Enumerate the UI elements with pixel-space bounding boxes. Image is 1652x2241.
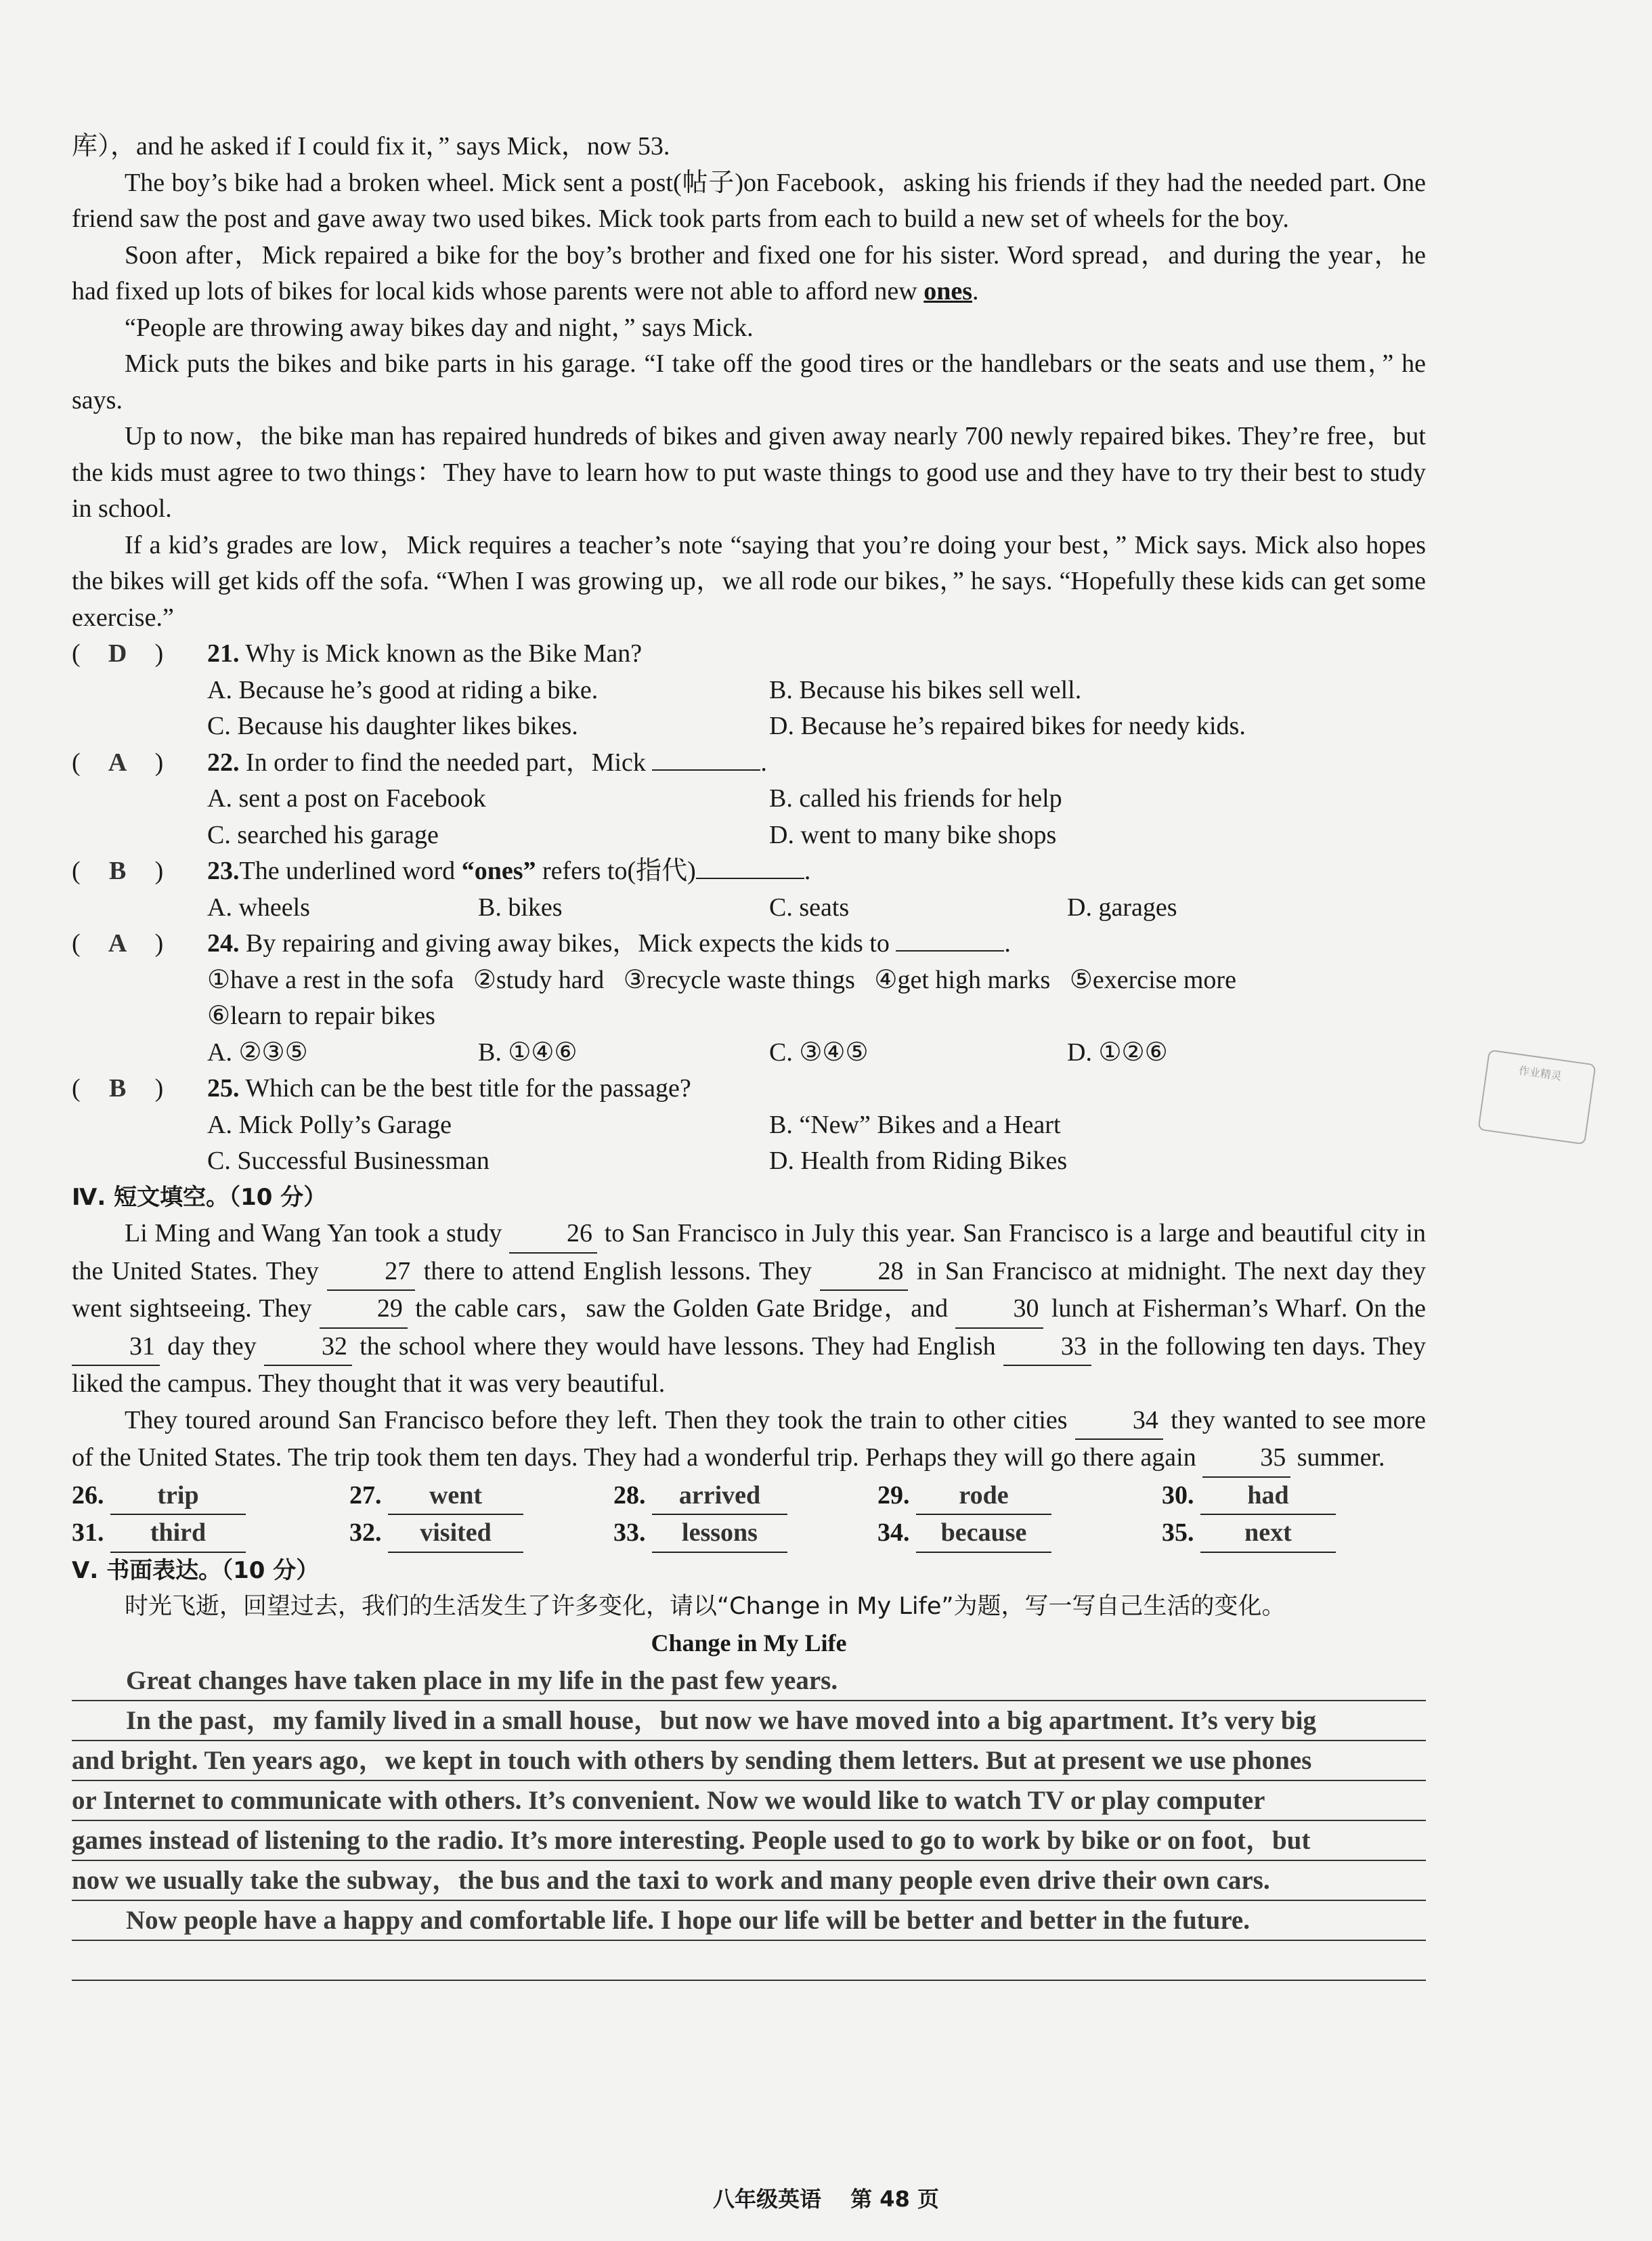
essay-line: or Internet to communicate with others. It’s convenient. Now we would like to watch TV or play computer bbox=[72, 1781, 1426, 1821]
option: A. Mick Polly’s Garage bbox=[207, 1110, 452, 1139]
question-22: ( A ) 22. In order to find the needed part，Mick . bbox=[72, 745, 1426, 782]
page-footer: 八年级英语 第 48 页 bbox=[713, 2186, 939, 2212]
answer-mark: B bbox=[108, 1074, 127, 1103]
essay-empty-line bbox=[72, 1941, 1426, 1981]
cloze-answer: 35. next bbox=[1162, 1515, 1433, 1553]
essay-title: Change in My Life bbox=[651, 1629, 847, 1657]
passage-paragraph: The boy’s bike had a broken wheel. Mick sent a post(帖子)on Facebook，asking his friends if they had the needed part. One friend saw the post and gave away two used bikes. Mick took parts from each to build a new set of wheels for the boy. bbox=[72, 168, 1426, 233]
watermark-stamp: 作业精灵 bbox=[1477, 1049, 1596, 1145]
option: C. ③④⑤ bbox=[769, 1038, 869, 1067]
option: C. seats bbox=[769, 893, 850, 922]
answer-mark: A bbox=[108, 748, 127, 777]
passage-paragraph: Mick puts the bikes and bike parts in his garage. “I take off the good tires or the handlebars or the seats and use them，” he says. bbox=[72, 349, 1426, 414]
passage-paragraph: 库），and he asked if I could fix it，” says Mick，now 53. bbox=[72, 132, 670, 161]
option: A. ②③⑤ bbox=[207, 1038, 308, 1067]
option: B. “New” Bikes and a Heart bbox=[769, 1110, 1061, 1139]
options-25 bbox=[72, 1107, 1426, 1180]
section-heading: Ⅴ. 书面表达。（10 分） bbox=[72, 1556, 320, 1584]
answer-mark: A bbox=[108, 929, 127, 958]
underlined-word: ones bbox=[923, 277, 973, 305]
essay bbox=[72, 1661, 1426, 1981]
option: D. Health from Riding Bikes bbox=[769, 1147, 1068, 1175]
option: B. bikes bbox=[478, 893, 563, 922]
essay-line: and bright. Ten years ago，we kept in touch with others by sending them letters. But at present we use phones bbox=[72, 1741, 1426, 1781]
blank bbox=[652, 769, 760, 771]
blank bbox=[896, 950, 1004, 952]
option: D. Because he’s repaired bikes for needy kids. bbox=[769, 712, 1246, 740]
essay-line: now we usually take the subway，the bus and the taxi to work and many people even drive their own cars. bbox=[72, 1861, 1426, 1901]
option: B. ①④⑥ bbox=[478, 1038, 578, 1067]
option: C. Because his daughter likes bikes. bbox=[207, 712, 578, 740]
options-24 bbox=[72, 1035, 1426, 1071]
items-24b: ⑥learn to repair bikes bbox=[207, 1002, 435, 1030]
option: C. Successful Businessman bbox=[207, 1147, 490, 1175]
option: A. wheels bbox=[207, 893, 310, 922]
cloze-answer: 26. trip bbox=[72, 1478, 349, 1516]
essay-line: Great changes have taken place in my life in the past few years. bbox=[72, 1661, 1426, 1701]
essay-line: Now people have a happy and comfortable life. I hope our life will be better and better in the future. bbox=[72, 1901, 1426, 1941]
items-24: ①have a rest in the sofa ②study hard ③recycle waste things ④get high marks ⑤exercise more bbox=[207, 965, 1236, 994]
section-heading: Ⅳ. 短文填空。（10 分） bbox=[72, 1183, 327, 1211]
option: B. called his friends for help bbox=[769, 784, 1062, 813]
cloze-answer: 33. lessons bbox=[613, 1515, 877, 1553]
option: D. garages bbox=[1067, 893, 1177, 922]
options-21 bbox=[72, 673, 1426, 745]
option: D. ①②⑥ bbox=[1067, 1038, 1168, 1067]
cloze-answer: 30. had bbox=[1162, 1478, 1433, 1516]
cloze-paragraph: Li Ming and Wang Yan took a study 26 to San Francisco in July this year. San Francisco is a large and beautiful city in the United States. They 27 there to attend English lessons. They 28 in San Francisco at midnight. The next day they went sightseeing. They 29 the cable cars，saw the Golden Gate Bridge，and 30 lunch at Fisherman’s Wharf. On the 31 day they 32 the school where they would have lessons. They had English 33 in the following ten days. They liked the campus. They thought that it was very beautiful. bbox=[72, 1216, 1426, 1403]
passage-paragraph: Soon after，Mick repaired a bike for the boy’s brother and fixed one for his sister. Word spread，and during the year，he had fixed up lots of bikes for local kids whose parents were not able to afford new ones. bbox=[72, 240, 1426, 305]
passage-paragraph: If a kid’s grades are low，Mick requires a teacher’s note “saying that you’re doing your best，” Mick says. Mick also hopes the bikes will get kids off the sofa. “When I was growing up，we all rode our bikes，” he says. “Hopefully these kids can get some exercise.” bbox=[72, 530, 1426, 632]
question-21: ( D ) 21. Why is Mick known as the Bike Man? bbox=[72, 636, 1426, 673]
cloze-answer: 28. arrived bbox=[613, 1478, 877, 1516]
options-23 bbox=[72, 890, 1426, 926]
question-23: ( B ) 23.The underlined word “ones” refers to(指代) . bbox=[72, 853, 1426, 890]
blank bbox=[696, 878, 804, 879]
cloze-answer: 29. rode bbox=[877, 1478, 1162, 1516]
question-24: ( A ) 24. By repairing and giving away bikes，Mick expects the kids to . bbox=[72, 926, 1426, 962]
essay-line: In the past，my family lived in a small house，but now we have moved into a big apartment. It’s very big bbox=[72, 1701, 1426, 1741]
passage-paragraph: “People are throwing away bikes day and night，” says Mick. bbox=[125, 313, 754, 342]
options-22 bbox=[72, 781, 1426, 853]
answer-mark: D bbox=[108, 639, 127, 668]
option: D. went to many bike shops bbox=[769, 820, 1057, 849]
option: A. Because he’s good at riding a bike. bbox=[207, 675, 599, 704]
cloze-answer: 32. visited bbox=[349, 1515, 613, 1553]
writing-prompt: 时光飞逝，回望过去，我们的生活发生了许多变化，请以“Change in My Life”为题，写一写自己生活的变化。 bbox=[125, 1593, 1286, 1620]
page-content bbox=[72, 129, 1426, 1981]
cloze-answers bbox=[72, 1478, 1426, 1553]
essay-line: games instead of listening to the radio. It’s more interesting. People used to go to work by bike or on foot，but bbox=[72, 1821, 1426, 1861]
question-25: ( B ) 25. Which can be the best title for the passage? bbox=[72, 1071, 1426, 1107]
cloze-answer: 31. third bbox=[72, 1515, 349, 1553]
cloze-answer: 27. went bbox=[349, 1478, 613, 1516]
answer-mark: B bbox=[108, 857, 127, 885]
option: A. sent a post on Facebook bbox=[207, 784, 486, 813]
cloze-paragraph: They toured around San Francisco before they left. Then they took the train to other cities 34 they wanted to see more of the United States. The trip took them ten days. They had a wonderful trip. Perhaps they will go there again 35 summer. bbox=[72, 1403, 1426, 1478]
option: C. searched his garage bbox=[207, 820, 439, 849]
option: B. Because his bikes sell well. bbox=[769, 675, 1082, 704]
passage-paragraph: Up to now，the bike man has repaired hundreds of bikes and given away nearly 700 newly repaired bikes. They’re free，but the kids must agree to two things：They have to learn how to put waste things to good use and they have to try their best to study in school. bbox=[72, 422, 1426, 523]
cloze-answer: 34. because bbox=[877, 1515, 1162, 1553]
